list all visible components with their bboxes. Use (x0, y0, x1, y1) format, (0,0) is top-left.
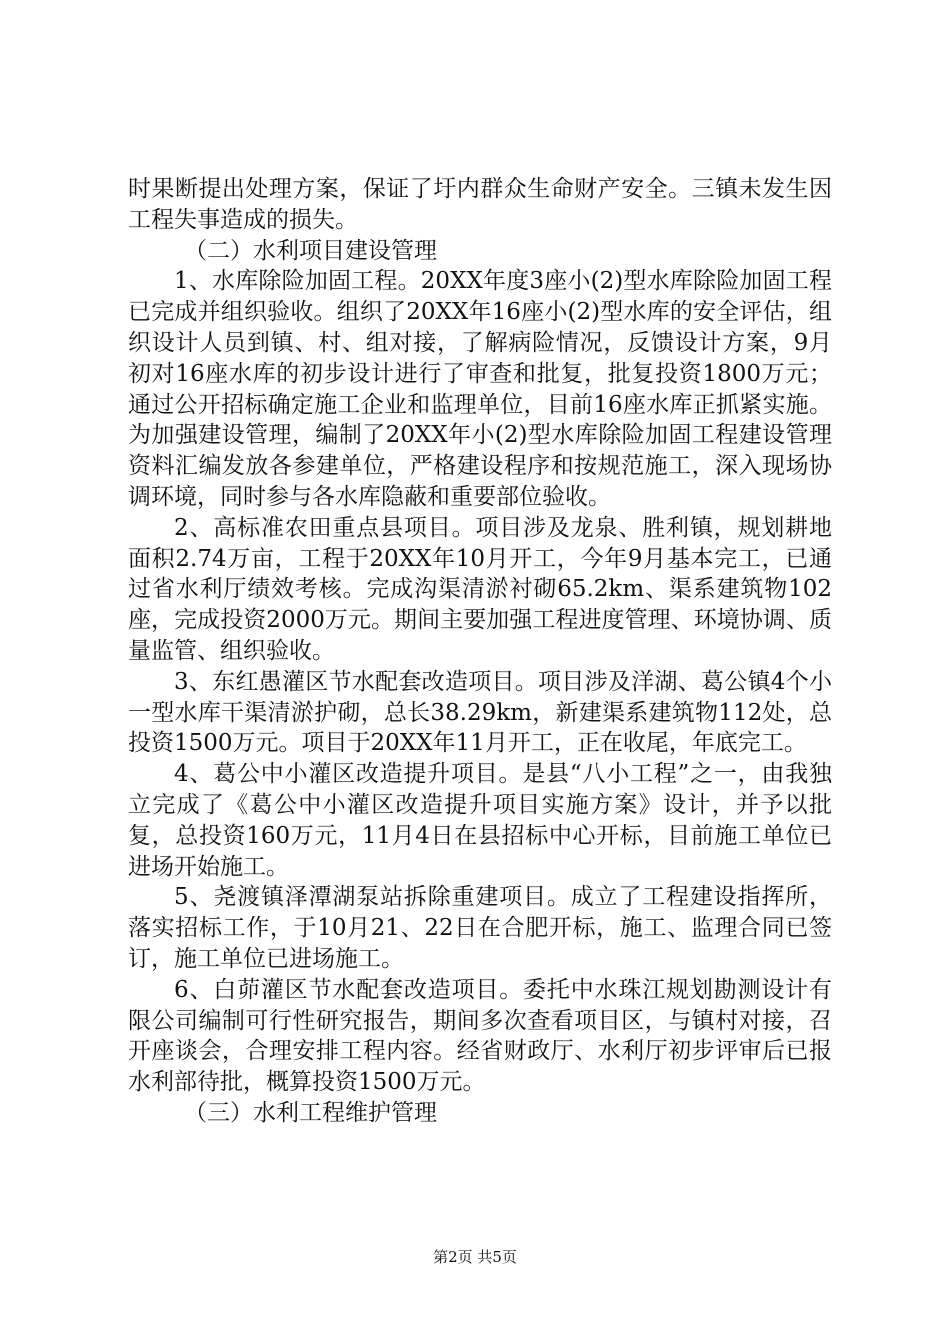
section-heading-3: （三）水利工程维护管理 (184, 1099, 437, 1126)
paragraph-reservoir-reinforcement: 1、水库除险加固工程。20XX年度3座小(2)型水库除险加固工程已完成并组织验收。组织了20XX年16座小(2)型水库的安全评估，组织设计人员到镇、村、组对接，了解病险情况，反馈设计方案，9月初对16座水库的初步设计进行了审查和批复，批复投资1800万元；通过公开招标确定施工企业和监理单位，目前16座水库正抓紧实施。为加强建设管理，编制了20XX年小(2)型水库除险加固工程建设管理资料汇编发放各参建单位，严格建设程序和按规范施工，深入现场协调环境，同时参与各水库隐蔽和重要部位验收。 (128, 268, 832, 510)
page-footer: 第2页 共5页 (433, 1248, 517, 1266)
paragraph-continuation: 时果断提出处理方案，保证了圩内群众生命财产安全。三镇未发生因工程失事造成的损失。 (128, 176, 832, 233)
paragraph-zetanhu-pump-station: 5、尧渡镇泽潭湖泵站拆除重建项目。成立了工程建设指挥所，落实招标工作，于10月21、22日在合肥开标，施工、监理合同已签订，施工单位已进场施工。 (128, 884, 832, 972)
paragraph-gegong-irrigation: 4、葛公中小灌区改造提升项目。是县“八小工程”之一，由我独立完成了《葛公中小灌区改造提升项目实施方案》设计，并予以批复，总投资160万元，11月4日在县招标中心开标，目前施工单位已进场开始施工。 (128, 761, 832, 880)
paragraph-donghong-irrigation: 3、东红愚灌区节水配套改造项目。项目涉及洋湖、葛公镇4个小一型水库干渠清淤护砌，总长38.29km，新建渠系建筑物112处，总投资1500万元。项目于20XX年11月开工，正在收尾，年底完工。 (128, 668, 832, 757)
paragraph-baimao-irrigation: 6、白茆灌区节水配套改造项目。委托中水珠江规划勘测设计有限公司编制可行性研究报告，期间多次查看项目区，与镇村对接，召开座谈会，合理安排工程内容。经省财政厅、水利厅初步评审后已报水利部待批，概算投资1500万元。 (128, 976, 832, 1096)
document-body (128, 174, 832, 1129)
paragraph-farmland-project: 2、高标准农田重点县项目。项目涉及龙泉、胜利镇，规划耕地面积2.74万亩，工程于20XX年10月开工，今年9月基本完工，已通过省水利厅绩效考核。完成沟渠清淤衬砌65.2km、渠系建筑物102座，完成投资2000万元。期间主要加强工程进度管理、环境协调、质量监管、组织验收。 (128, 514, 832, 664)
section-heading-2: （二）水利项目建设管理 (184, 237, 437, 264)
